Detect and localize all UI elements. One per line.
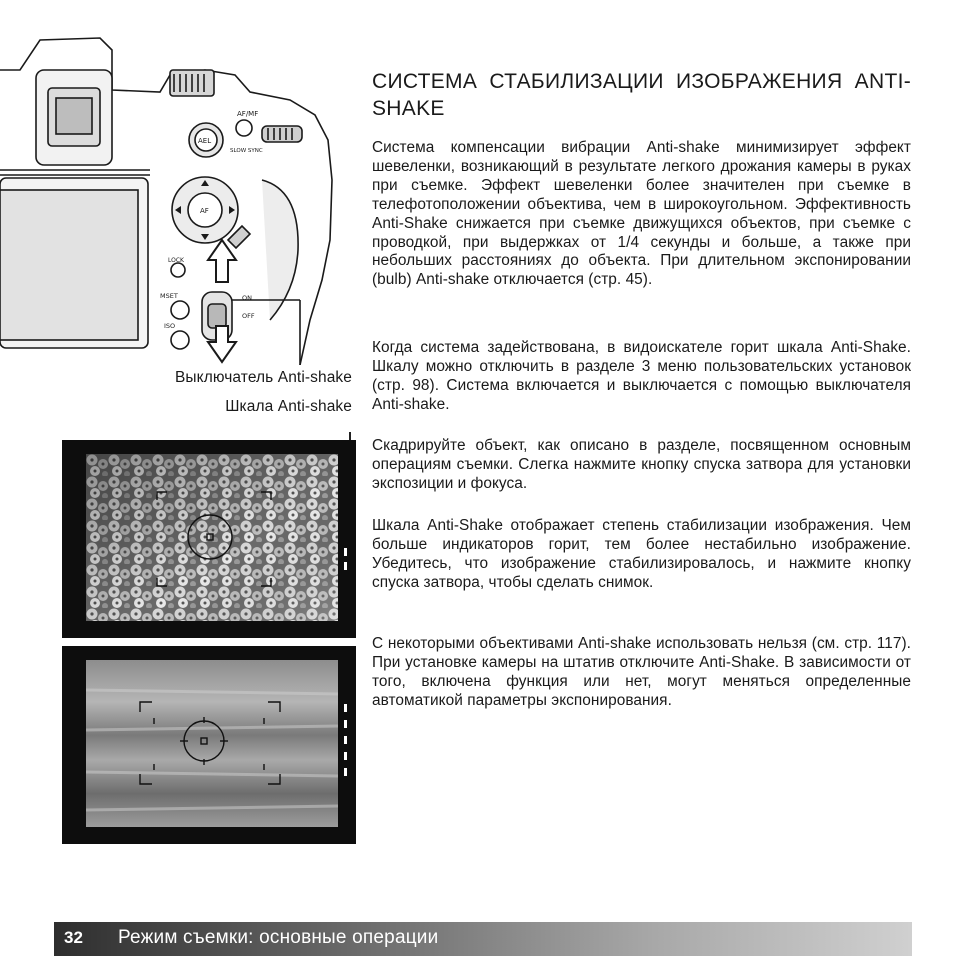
paragraph-4: Шкала Anti-Shake отображает степень стабилизации изображения. Чем больше индикаторов горит, тем более нестабильно изображение. Убедитесь, что изображение стабилизировалось, и нажмите кнопку спуска затвора, чтобы сделать снимок. bbox=[372, 517, 911, 591]
paragraph-3: Скадрируйте объект, как описано в разделе, посвященном основным операциям съемки. Слегка нажмите кнопку спуска затвора для установки экспозиции и фокуса. bbox=[372, 437, 911, 492]
switch-caption: Выключатель Anti-shake bbox=[174, 369, 352, 386]
iso-label: ISO bbox=[164, 322, 176, 330]
off-label: OFF bbox=[242, 312, 255, 320]
ael-label: AEL bbox=[198, 137, 212, 145]
viewfinder-shaking bbox=[62, 646, 356, 844]
camera-back-illustration bbox=[0, 30, 352, 365]
paragraph-1: Система компенсации вибрации Anti-shake минимизирует эффект шевеленки, возникающий в результате легкого дрожания камеры в руках при съемке. Эффект шевеленки более значителен при съемке в телефотоположении объектива, чем в широкоугольном. Эффективность Anti-Shake снижается при съемке движущихся объектов, при съемке с проводкой, при выдержках от 1/4 секунды и больше, а также при небольших расстояниях до объекта. При длительном экспонировании (bulb) Anti-shake отключается (стр. 45). bbox=[372, 139, 911, 289]
page-number: 32 bbox=[64, 928, 83, 947]
page-title: СИСТЕМА СТАБИЛИЗАЦИИ ИЗОБРАЖЕНИЯ ANTI-SHAKE bbox=[372, 70, 911, 120]
mset-label: MSET bbox=[160, 292, 178, 300]
viewfinder-stable bbox=[62, 440, 356, 638]
paragraph-2: Когда система задействована, в видоискателе горит шкала Anti-Shake. Шкалу можно отключить в разделе 3 меню пользовательских установок (стр. 98). Система включается и выключается с помощью выключателя Anti-shake. bbox=[372, 339, 911, 413]
page-footer bbox=[54, 922, 912, 956]
lock-label: LOCK bbox=[168, 257, 184, 264]
anti-shake-scale bbox=[344, 548, 347, 570]
section-title: Режим съемки: основные операции bbox=[118, 927, 439, 948]
anti-shake-scale-full bbox=[344, 704, 347, 776]
paragraph-5: С некоторыми объективами Anti-shake использовать нельзя (см. стр. 117). При установке камеры на штатив отключите Anti-Shake. В зависимости от того, включена функция или нет, могут меняться определенные автоматикой параметры экспонирования. bbox=[372, 635, 911, 709]
slow-sync-label: SLOW SYNC bbox=[230, 148, 263, 154]
afmf-label: AF/MF bbox=[237, 110, 259, 118]
af-label: AF bbox=[200, 207, 209, 215]
on-label: ON bbox=[242, 294, 252, 302]
scale-caption: Шкала Anti-shake bbox=[225, 398, 352, 415]
